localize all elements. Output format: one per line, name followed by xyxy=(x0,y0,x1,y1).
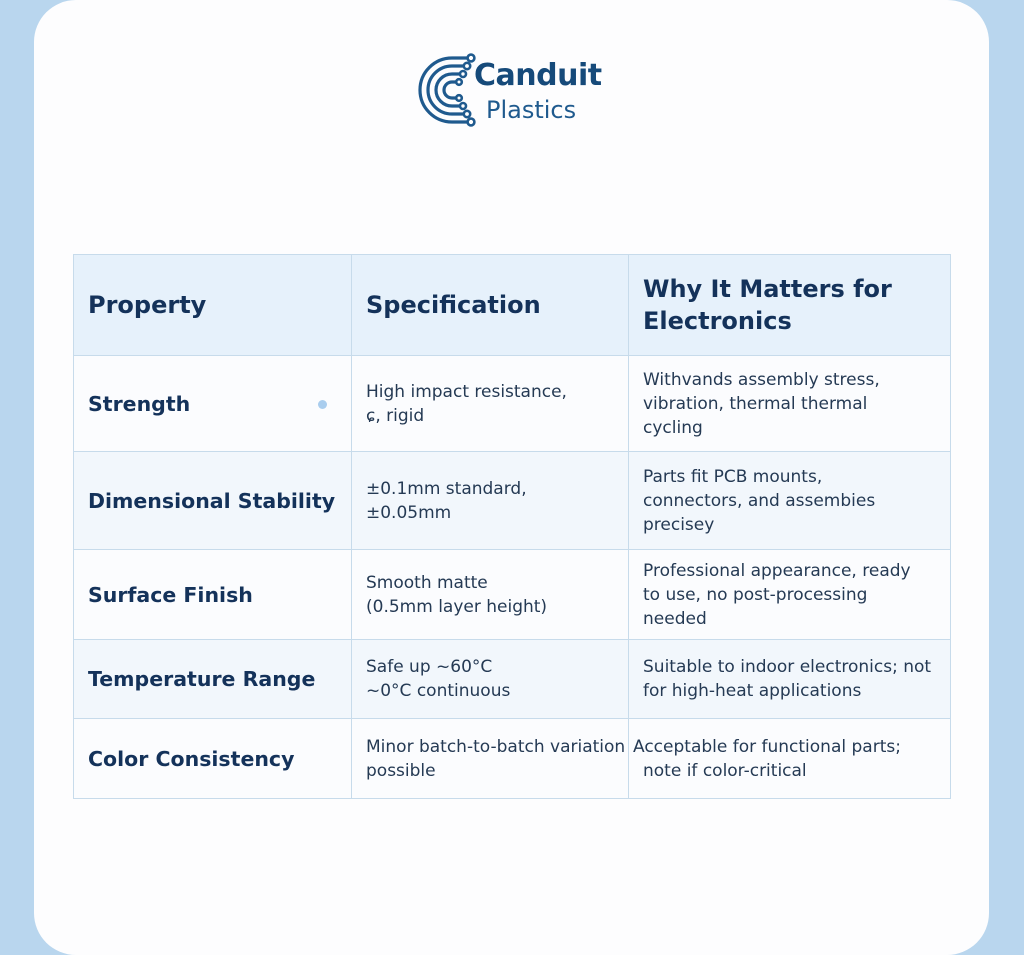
spec-table xyxy=(73,254,951,799)
document-card xyxy=(34,0,989,955)
table-row xyxy=(74,550,951,640)
specification-cell: Smooth matte (0.5mm layer height) xyxy=(352,550,629,640)
property-cell: Temperature Range xyxy=(74,640,352,719)
table-row xyxy=(74,452,951,550)
specification-cell: ±0.1mm standard, ±0.05mm xyxy=(352,452,629,550)
circuit-c-logo-icon xyxy=(412,48,482,132)
bullet-dot-icon xyxy=(318,400,327,409)
property-cell: Strength xyxy=(74,356,352,452)
why-cell: Professional appearance, ready to use, no post-processing needed xyxy=(629,550,951,640)
table-row xyxy=(74,719,951,799)
specification-cell: Safe up ~60°C ~0°C continuous xyxy=(352,640,629,719)
table-row xyxy=(74,356,951,452)
property-cell: Dimensional Stability xyxy=(74,452,352,550)
property-cell: Surface Finish xyxy=(74,550,352,640)
table-header-row xyxy=(74,255,951,356)
why-cell: Suitable to indoor electronics; not for high-heat applications xyxy=(629,640,951,719)
specification-cell: Minor batch-to-batch variation possible xyxy=(352,719,629,799)
why-cell: Withvands assembly stress, vibration, thermal thermal cycling xyxy=(629,356,951,452)
column-header-property: Property xyxy=(74,255,352,356)
column-header-specification: Specification xyxy=(352,255,629,356)
brand-name: Canduit xyxy=(474,58,602,93)
brand-subtitle: Plastics xyxy=(486,96,577,124)
why-cell: Parts fit PCB mounts, connectors, and assembies precisey xyxy=(629,452,951,550)
why-cell: Acceptable for functional parts; note if color-critical xyxy=(629,719,951,799)
specification-cell: High impact resistance, ɕ, rigid xyxy=(352,356,629,452)
property-cell: Color Consistency xyxy=(74,719,352,799)
column-header-why-it-matters: Why It Matters for Electronics xyxy=(629,255,951,356)
brand-logo xyxy=(412,48,642,132)
table-row xyxy=(74,640,951,719)
